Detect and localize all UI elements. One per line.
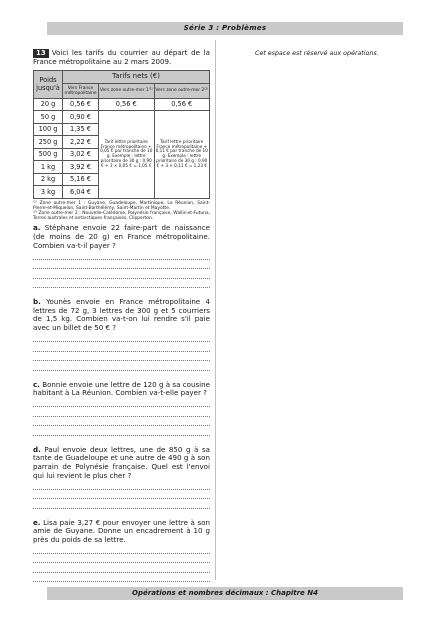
answer-line[interactable] — [33, 333, 210, 343]
page-footer: Opérations et nombres décimaux : Chapitre N4 — [47, 587, 403, 600]
price-cell: 5,16 € — [63, 173, 99, 186]
sub-header-metropole: Vers France métropolitaine — [63, 83, 99, 98]
exercise-intro-text: Voici les tarifs du courrier au départ de la France métropolitaine au 2 mars 2009. — [33, 48, 210, 66]
question-text: Bonnie envoie une lettre de 120 g à sa cousine habitant à La Réunion. Combien va-t-elle payer ? — [33, 379, 210, 398]
price-cell: 0,56 € — [63, 98, 99, 111]
answer-line[interactable] — [33, 426, 210, 436]
merged-om1-cell: Tarif lettre prioritaire France métropolitaine + 0,05 € par tranche de 10 g. Exemple : lettre prioritaire de 30 g : 0,90 € + 3 × 0,05 € = 1,05 € — [99, 111, 155, 199]
tariff-table — [33, 70, 210, 199]
price-cell: 0,56 € — [154, 98, 210, 111]
weight-cell: 3 kg — [34, 186, 63, 199]
question-letter: c. — [33, 379, 40, 389]
answer-line[interactable] — [33, 563, 210, 573]
answer-line[interactable] — [33, 279, 210, 289]
question-letter: a. — [33, 223, 41, 233]
price-cell: 3,02 € — [63, 148, 99, 161]
column-divider — [215, 40, 216, 580]
question-d — [33, 446, 210, 480]
weight-cell: 500 g — [34, 148, 63, 161]
weight-cell: 50 g — [34, 111, 63, 124]
question-letter: b. — [33, 297, 41, 307]
page-header: Série 3 : Problèmes — [47, 22, 403, 35]
question-b — [33, 298, 210, 332]
question-text: Stéphane envoie 22 faire-part de naissance (de moins de 20 g) en France métropolitaine. Combien va-t-il payer ? — [33, 223, 210, 250]
weight-cell: 100 g — [34, 123, 63, 136]
weight-cell: 2 kg — [34, 173, 63, 186]
sub-header-om2: Vers zone outre-mer 2⁽²⁾ — [154, 83, 210, 98]
sub-header-om1: Vers zone outre-mer 1⁽¹⁾ — [99, 83, 155, 98]
answer-line[interactable] — [33, 544, 210, 554]
price-cell: 0,56 € — [99, 98, 155, 111]
question-e — [33, 519, 210, 545]
question-text: Paul envoie deux lettres, une de 850 g à sa tante de Guadeloupe et une autre de 490 g à son parrain de Polynésie française. Quel est l'envoi qui lui revient le plus cher ? — [33, 444, 210, 480]
answer-line[interactable] — [33, 407, 210, 417]
question-c — [33, 381, 210, 398]
question-a — [33, 224, 210, 250]
answer-line[interactable] — [33, 398, 210, 408]
exercise-column — [33, 49, 210, 582]
merged-om2-cell: Tarif lettre prioritaire France métropolitaine + 0,11 € par tranche de 10 g. Exemple : lettre prioritaire de 30 g : 0,90 € + 3 × 0,11 € = 1,23 € — [154, 111, 210, 199]
price-cell: 3,92 € — [63, 161, 99, 174]
answer-line[interactable] — [33, 269, 210, 279]
weight-cell: 20 g — [34, 98, 63, 111]
answer-line[interactable] — [33, 480, 210, 490]
answer-line[interactable] — [33, 352, 210, 362]
answer-line[interactable] — [33, 260, 210, 270]
price-cell: 6,04 € — [63, 186, 99, 199]
col-poids-header: Poids jusqu'à — [34, 70, 63, 98]
footnote-2: ⁽²⁾ Zone outre-mer 2 : Nouvelle-Calédonie, Polynésie française, Wallis-et-Futuna, Terres australes et antarctiques françaises, Clipperton. — [33, 211, 210, 222]
question-letter: e. — [33, 517, 41, 527]
answer-line[interactable] — [33, 499, 210, 509]
exercise-intro — [33, 49, 210, 67]
price-cell: 0,90 € — [63, 111, 99, 124]
question-letter: d. — [33, 444, 41, 454]
question-text: Younès envoie en France métropolitaine 4 lettres de 72 g, 3 lettres de 300 g et 5 courriers de 1,5 kg. Combien va-t-on lui rendre s'il paie avec un billet de 50 € ? — [33, 297, 210, 332]
answer-line[interactable] — [33, 250, 210, 260]
price-cell: 1,35 € — [63, 123, 99, 136]
answer-line[interactable] — [33, 573, 210, 583]
table-row — [34, 98, 210, 111]
footnote-1: ⁽¹⁾ Zone outre-mer 1 : Guyane, Guadeloupe, Martinique, La Réunion, Saint-Pierre-et-Miquelon, Saint-Barthélémy, Saint-Martin et Mayotte. — [33, 200, 210, 211]
question-text: Lisa paie 3,27 € pour envoyer une lettre à son amie de Guyane. Donne un encadrement à 10 g près du poids de sa lettre. — [33, 517, 210, 544]
answer-line[interactable] — [33, 554, 210, 564]
price-cell: 2,22 € — [63, 136, 99, 149]
table-row — [34, 111, 210, 124]
answer-line[interactable] — [33, 490, 210, 500]
answer-line[interactable] — [33, 361, 210, 371]
weight-cell: 1 kg — [34, 161, 63, 174]
answer-line[interactable] — [33, 417, 210, 427]
col-tarifs-header: Tarifs nets (€) — [63, 70, 210, 83]
exercise-number: 13 — [33, 49, 49, 58]
answer-line[interactable] — [33, 342, 210, 352]
weight-cell: 250 g — [34, 136, 63, 149]
operations-space-note: Cet espace est réservé aux opérations. — [255, 50, 379, 57]
